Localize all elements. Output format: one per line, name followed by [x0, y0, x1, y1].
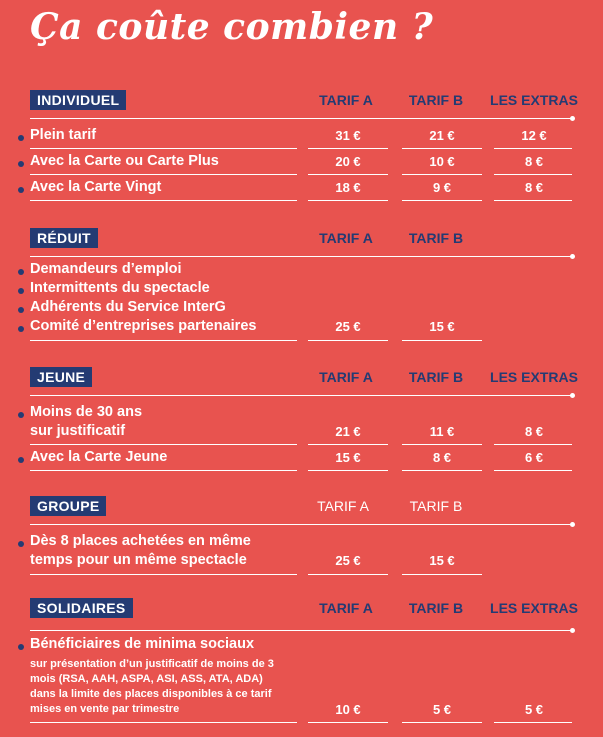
bullet-dot [18, 288, 24, 294]
value-tarif-a: 21 € [335, 424, 361, 439]
section-badge: JEUNE [30, 367, 92, 387]
underline [30, 148, 297, 149]
detail-line: dans la limite des places disponibles à ce tarif [30, 688, 272, 700]
underline [402, 340, 482, 341]
bullet-dot [18, 187, 24, 193]
section-divider [30, 395, 572, 396]
underline [308, 574, 388, 575]
value-extras: 8 € [524, 154, 544, 169]
row-label: Avec la Carte Vingt [30, 179, 162, 195]
page-title: Ça coûte combien ? [30, 6, 434, 48]
underline [30, 470, 297, 471]
bullet-dot [18, 326, 24, 332]
column-header-tarif-a: TARIF A [319, 369, 373, 385]
value-tarif-b: 8 € [432, 450, 452, 465]
value-tarif-a: 25 € [335, 319, 361, 334]
value-tarif-a: 31 € [335, 128, 361, 143]
underline [308, 174, 388, 175]
column-header-tarif-a: TARIF A [319, 92, 373, 108]
underline [494, 470, 572, 471]
bullet-dot [18, 644, 24, 650]
column-header-extras: LES EXTRAS [490, 369, 578, 385]
section-divider [30, 256, 572, 257]
underline [402, 722, 482, 723]
underline [402, 574, 482, 575]
column-header-extras: LES EXTRAS [490, 600, 578, 616]
row-label: Moins de 30 ans [30, 404, 143, 420]
row-label-line2: sur justificatif [30, 423, 126, 439]
bullet-dot [18, 307, 24, 313]
section-badge: GROUPE [30, 496, 106, 516]
underline [494, 200, 572, 201]
row-label: Bénéficiaires de minima sociaux [30, 636, 255, 652]
underline [402, 444, 482, 445]
row-label-line2: temps pour un même spectacle [30, 552, 247, 568]
section-divider [30, 524, 572, 525]
row-label: Avec la Carte ou Carte Plus [30, 153, 219, 169]
value-tarif-b: 10 € [429, 154, 455, 169]
underline [494, 174, 572, 175]
row-label: Adhérents du Service InterG [30, 299, 226, 315]
value-tarif-a: 15 € [335, 450, 361, 465]
column-header-extras: LES EXTRAS [490, 92, 578, 108]
value-tarif-b: 5 € [432, 702, 452, 717]
value-extras: 5 € [524, 702, 544, 717]
underline [308, 722, 388, 723]
section-badge: INDIVIDUEL [30, 90, 126, 110]
underline [308, 444, 388, 445]
detail-line: mois (RSA, AAH, ASPA, ASI, ASS, ATA, ADA) [30, 673, 263, 685]
detail-line: sur présentation d’un justificatif de moins de 3 [30, 658, 274, 670]
value-extras: 8 € [524, 180, 544, 195]
value-extras: 6 € [524, 450, 544, 465]
column-header-tarif-a: TARIF A [319, 600, 373, 616]
row-label: Plein tarif [30, 127, 97, 143]
bullet-dot [18, 269, 24, 275]
column-header-tarif-b: TARIF B [408, 600, 464, 616]
section-badge: RÉDUIT [30, 228, 98, 248]
underline [308, 340, 388, 341]
bullet-dot [18, 135, 24, 141]
row-label: Comité d’entreprises partenaires [30, 318, 257, 334]
column-header-tarif-a: TARIF A [317, 498, 369, 514]
underline [402, 148, 482, 149]
underline [494, 444, 572, 445]
value-extras: 12 € [521, 128, 547, 143]
value-tarif-a: 10 € [335, 702, 361, 717]
row-label: Dès 8 places achetées en même [30, 533, 251, 549]
divider-end-dot [570, 254, 575, 259]
divider-end-dot [570, 628, 575, 633]
underline [308, 200, 388, 201]
value-tarif-b: 9 € [432, 180, 452, 195]
underline [30, 574, 297, 575]
column-header-tarif-b: TARIF B [409, 498, 463, 514]
underline [494, 148, 572, 149]
underline [402, 174, 482, 175]
bullet-dot [18, 161, 24, 167]
section-divider [30, 630, 572, 631]
row-label: Intermittents du spectacle [30, 280, 210, 296]
underline [30, 174, 297, 175]
value-tarif-a: 20 € [335, 154, 361, 169]
underline [30, 444, 297, 445]
underline [402, 200, 482, 201]
value-tarif-b: 21 € [429, 128, 455, 143]
divider-end-dot [570, 116, 575, 121]
divider-end-dot [570, 393, 575, 398]
underline [308, 148, 388, 149]
underline [30, 200, 297, 201]
row-label: Avec la Carte Jeune [30, 449, 168, 465]
section-badge: SOLIDAIRES [30, 598, 133, 618]
divider-end-dot [570, 522, 575, 527]
detail-line: mises en vente par trimestre [30, 703, 180, 715]
value-tarif-b: 15 € [429, 319, 455, 334]
underline [402, 470, 482, 471]
column-header-tarif-a: TARIF A [319, 230, 373, 246]
column-header-tarif-b: TARIF B [408, 92, 464, 108]
section-divider [30, 118, 572, 119]
value-tarif-b: 15 € [429, 553, 455, 568]
underline [494, 722, 572, 723]
value-extras: 8 € [524, 424, 544, 439]
bullet-dot [18, 412, 24, 418]
bullet-dot [18, 541, 24, 547]
value-tarif-a: 25 € [335, 553, 361, 568]
underline [308, 470, 388, 471]
column-header-tarif-b: TARIF B [408, 369, 464, 385]
underline [30, 340, 297, 341]
row-label: Demandeurs d’emploi [30, 261, 182, 277]
value-tarif-a: 18 € [335, 180, 361, 195]
column-header-tarif-b: TARIF B [408, 230, 464, 246]
value-tarif-b: 11 € [429, 424, 455, 439]
underline [30, 722, 297, 723]
bullet-dot [18, 457, 24, 463]
